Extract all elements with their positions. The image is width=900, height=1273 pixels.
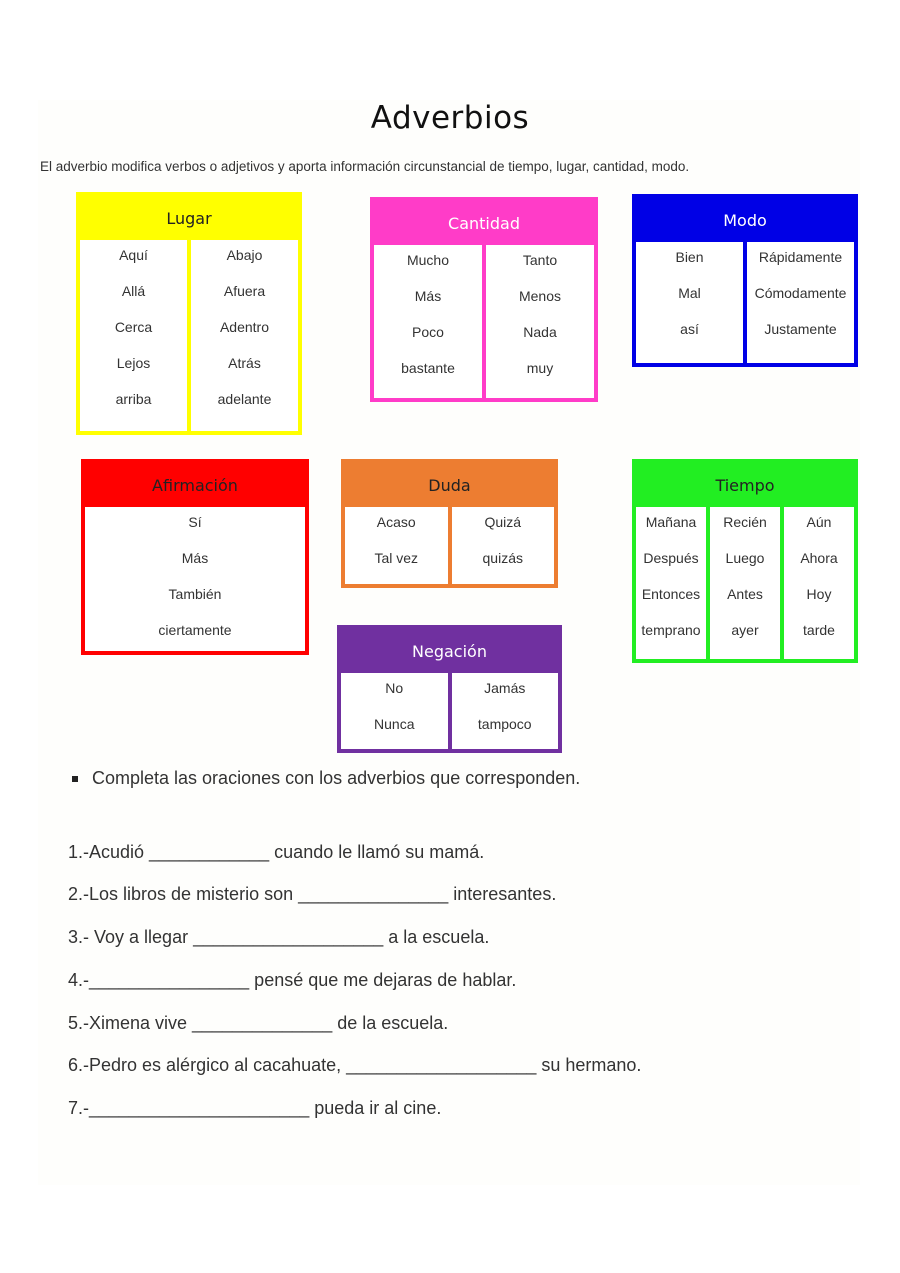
adverb-word: así bbox=[680, 321, 699, 337]
box-column bbox=[345, 507, 448, 584]
adverb-word: También bbox=[168, 586, 222, 602]
adverb-box-lugar bbox=[76, 192, 302, 435]
adverb-word: Antes bbox=[727, 586, 763, 602]
box-column bbox=[374, 245, 482, 398]
adverb-word: Abajo bbox=[226, 247, 263, 263]
adverb-word: Más bbox=[181, 550, 209, 566]
adverb-word: Cerca bbox=[114, 319, 153, 335]
adverb-word: ciertamente bbox=[158, 622, 232, 638]
adverb-word: Jamás bbox=[484, 680, 526, 696]
box-column bbox=[780, 507, 854, 659]
adverb-word: temprano bbox=[641, 622, 701, 638]
adverb-word: Sí bbox=[188, 514, 202, 530]
adverb-word: Mal bbox=[678, 285, 701, 301]
instruction bbox=[72, 768, 580, 789]
box-columns bbox=[636, 242, 854, 363]
box-column bbox=[482, 245, 594, 398]
box-columns bbox=[345, 507, 554, 584]
adverb-word: Allá bbox=[121, 283, 146, 299]
adverb-word: Rápidamente bbox=[758, 249, 843, 265]
box-header: Cantidad bbox=[374, 201, 594, 245]
adverb-box-modo bbox=[632, 194, 858, 367]
adverb-box-negacion bbox=[337, 625, 562, 753]
exercise-sentence: 7.-______________________ pueda ir al cine. bbox=[68, 1098, 442, 1118]
exercise-sentence: 5.-Ximena vive ______________ de la escuela. bbox=[68, 1013, 449, 1033]
box-column bbox=[80, 240, 187, 431]
exercise-sentence: 3.- Voy a llegar ___________________ a la escuela. bbox=[68, 927, 490, 947]
adverb-word: tampoco bbox=[477, 716, 532, 732]
adverb-word: Atrás bbox=[228, 355, 261, 371]
adverb-word: Adentro bbox=[219, 319, 270, 335]
instruction-text: Completa las oraciones con los adverbios que corresponden. bbox=[92, 768, 581, 788]
box-column bbox=[187, 240, 298, 431]
adverb-word: bastante bbox=[401, 360, 455, 376]
intro-text: El adverbio modifica verbos o adjetivos y aporta información circunstancial de tiempo, lugar, cantidad, modo. bbox=[40, 159, 690, 174]
adverb-word: Acaso bbox=[376, 514, 416, 530]
box-column bbox=[743, 242, 854, 363]
adverb-word: Mañana bbox=[645, 514, 697, 530]
adverb-word: Lejos bbox=[116, 355, 151, 371]
box-header: Afirmación bbox=[85, 463, 305, 507]
exercise-sentence: 4.-________________ pensé que me dejaras de hablar. bbox=[68, 970, 517, 990]
adverb-word: tarde bbox=[803, 622, 835, 638]
adverb-word: Hoy bbox=[806, 586, 832, 602]
adverb-word: Quizá bbox=[484, 514, 522, 530]
adverb-word: ayer bbox=[731, 622, 759, 638]
page-title: Adverbios bbox=[370, 100, 530, 136]
adverb-word: Justamente bbox=[764, 321, 837, 337]
box-column bbox=[448, 673, 559, 749]
adverb-box-tiempo bbox=[632, 459, 858, 663]
exercise-sentence: 6.-Pedro es alérgico al cacahuate, ___________________ su hermano. bbox=[68, 1055, 642, 1075]
adverb-word: quizás bbox=[482, 550, 523, 566]
adverb-word: Cómodamente bbox=[754, 285, 847, 301]
adverb-word: muy bbox=[526, 360, 554, 376]
adverb-word: No bbox=[385, 680, 404, 696]
adverb-box-cantidad bbox=[370, 197, 598, 402]
box-header: Tiempo bbox=[636, 463, 854, 507]
adverb-word: Afuera bbox=[223, 283, 266, 299]
adverb-word: arriba bbox=[115, 391, 152, 407]
box-columns bbox=[85, 507, 305, 655]
box-columns bbox=[636, 507, 854, 659]
box-columns bbox=[341, 673, 558, 749]
box-header: Modo bbox=[636, 198, 854, 242]
adverb-word: Después bbox=[643, 550, 699, 566]
box-column bbox=[85, 507, 305, 655]
box-column bbox=[636, 507, 706, 659]
adverb-word: Entonces bbox=[641, 586, 701, 602]
adverb-word: Recién bbox=[723, 514, 767, 530]
adverb-word: Nunca bbox=[374, 716, 415, 732]
adverb-word: adelante bbox=[217, 391, 272, 407]
exercise-sentence: 1.-Acudió ____________ cuando le llamó su mamá. bbox=[68, 842, 485, 862]
box-columns bbox=[80, 240, 298, 431]
adverb-word: Poco bbox=[412, 324, 444, 340]
box-columns bbox=[374, 245, 594, 398]
adverb-word: Luego bbox=[725, 550, 765, 566]
adverb-box-afirmacion bbox=[81, 459, 309, 655]
adverb-word: Aún bbox=[806, 514, 832, 530]
box-header: Negación bbox=[341, 629, 558, 673]
adverb-word: Menos bbox=[518, 288, 562, 304]
box-column bbox=[448, 507, 555, 584]
adverb-word: Más bbox=[414, 288, 442, 304]
box-header: Duda bbox=[345, 463, 554, 507]
adverb-word: Bien bbox=[675, 249, 704, 265]
adverb-word: Ahora bbox=[800, 550, 838, 566]
adverb-box-duda bbox=[341, 459, 558, 588]
bullet-icon bbox=[72, 776, 78, 782]
adverb-word: Nada bbox=[523, 324, 557, 340]
adverb-word: Mucho bbox=[406, 252, 450, 268]
box-column bbox=[706, 507, 780, 659]
exercise-sentence: 2.-Los libros de misterio son _______________ interesantes. bbox=[68, 884, 557, 904]
box-header: Lugar bbox=[80, 196, 298, 240]
box-column bbox=[341, 673, 448, 749]
adverb-word: Aquí bbox=[119, 247, 148, 263]
box-column bbox=[636, 242, 743, 363]
adverb-word: Tal vez bbox=[374, 550, 419, 566]
adverb-word: Tanto bbox=[522, 252, 558, 268]
